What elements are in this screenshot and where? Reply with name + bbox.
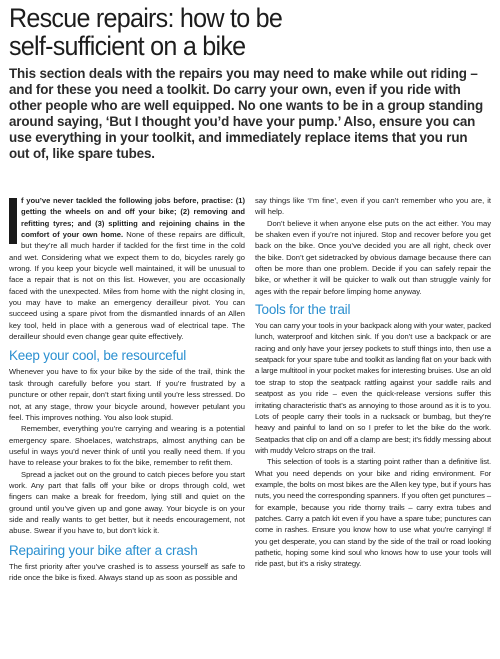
paragraph: You can carry your tools in your backpack along with your water, packed lunch, waterproof and kitchen sink. If you don’t use a backpack or are racing and only have your jersey pockets to stuff things into, then use a seatpack for your spare tube and toolkit as landing flat on your back with a large multitool in your pocket makes for interesting bruises. Use an old toe strap to stop the seatpack rattling against your saddle rails and seatpost as you ride – even the quick-release versions suffer this irritating characteristic that’s as annoying to those around as it is to you. Lots of people carry their tools in a rucksack or bumbag, but they’re heavy and painful to land on so I prefer to let the bike do the work. Seatpacks that clip on and off a clamp are best; it’s fiddly messing about with muddy Velcro straps on the trail. xyxy=(255,321,491,455)
drop-cap xyxy=(9,198,17,244)
heading-repairing-after-crash: Repairing your bike after a crash xyxy=(9,542,198,558)
left-column xyxy=(9,195,245,583)
lead-paragraph xyxy=(9,195,245,342)
title-line-2: self-sufficient on a bike xyxy=(9,31,246,61)
intro-paragraph: This section deals with the repairs you may need to make while out riding – and for these you need a toolkit. Do carry your own, even if you ride with other people who are well equipped. No one wants to be in a group standing around saying, ‘But I thought you’d have your pump.’ Also, ensure you can use everything in your toolkit, and immediately replace items that you run out of, like spare tubes. xyxy=(9,66,483,161)
paragraph: Don’t believe it when anyone else puts on the act either. You may be shaken even if you’re not injured. Stop and recover before you get back on the bike. Once you’ve decided you are all right, check over the bike. Don’t get sidetracked by obvious damage because there can often be more than one problem. Decide if you can safely repair the bike, or whether it will be quicker to walk out than struggle vainly for ages with the repair before limping home anyway. xyxy=(255,218,491,296)
paragraph: Spread a jacket out on the ground to catch pieces before you start work. Any part that falls off your bike or drops through cold, wet fingers can make a break for freedom, lying still and quiet on the ground until you’ve given up and gone away. Your bicycle is on your side and really wants to get better, but it needs encouragement, not abuse. Swear if you have to, but don’t kick it. xyxy=(9,469,245,536)
paragraph: The first priority after you’ve crashed is to assess yourself as safe to ride once the bike is fixed. Always stand up as soon as possible and xyxy=(9,561,245,582)
heading-keep-your-cool: Keep your cool, be resourceful xyxy=(9,348,187,364)
paragraph: Whenever you have to fix your bike by the side of the trail, think the task through carefully before you start. If you’re frustrated by a puncture or other repair, don’t start fixing until you’re less stressed. Do not, at any stage, throw your bicycle around, however petulant you feel. This improves nothing. You also look stupid. xyxy=(9,367,245,422)
paragraph: This selection of tools is a starting point rather than a definitive list. What you need depends on your bike and riding environment. For example, the bolts on most bikes are the Allen key type, but if yours has nuts, you need the corresponding spanners. If you often get punctures – for example, because you ride thorny trails – carry extra tubes and patches. Carry a patch kit even if you have a spare tube; punctures can come in rashes. Ensure you know how to use what you’re carrying! If you get desperate, you can stand by the side of the trail or road looking pathetic, hoping some kind soul who knows how to use your tools will ride past, but it’s a risky strategy. xyxy=(255,457,491,569)
paragraph: say things like ‘I’m fine’, even if you can’t remember who you are, it will help. xyxy=(255,196,491,217)
lead-bold-text: f you’ve never tackled the following jobs before, practise: (1) getting the wheels on and off your bike; (2) removing and refitting tyres; and (3) splitting and rejoining chains in the comfort of your own home. xyxy=(21,196,245,240)
right-column xyxy=(255,195,491,583)
lead-body-text: None of these repairs are difficult, but they’re all much harder if tackled for the first time in the cold and wet. Considering what we expect them to do, bicycles rarely go wrong. If you keep your bicycle well maintained, it will be unusual to face a repair that is not on this list. However, you are occasionally faced with the unexpected. Miles from home with the night closing in, you may have to make an emergency derailleur pivot. You can succeed using a spare pivot from the dismantled innards of an Allen key tool, held in place with a generous wad of electrical tape. The derailleur should even change gear quite effectively. xyxy=(9,230,246,342)
heading-tools-for-trail: Tools for the trail xyxy=(255,302,351,318)
body-columns xyxy=(9,195,491,583)
title-line-1: Rescue repairs: how to be xyxy=(9,3,283,33)
article-title xyxy=(9,4,500,60)
drop-cap-letter xyxy=(9,198,17,209)
paragraph: Remember, everything you’re carrying and wearing is a potential emergency spare. Shoelaces, watchstraps, almost anything can be useful in ways you’d never think of until you really need them. If you have to release your brakes to fix the bike, remember to refit them. xyxy=(9,424,245,468)
